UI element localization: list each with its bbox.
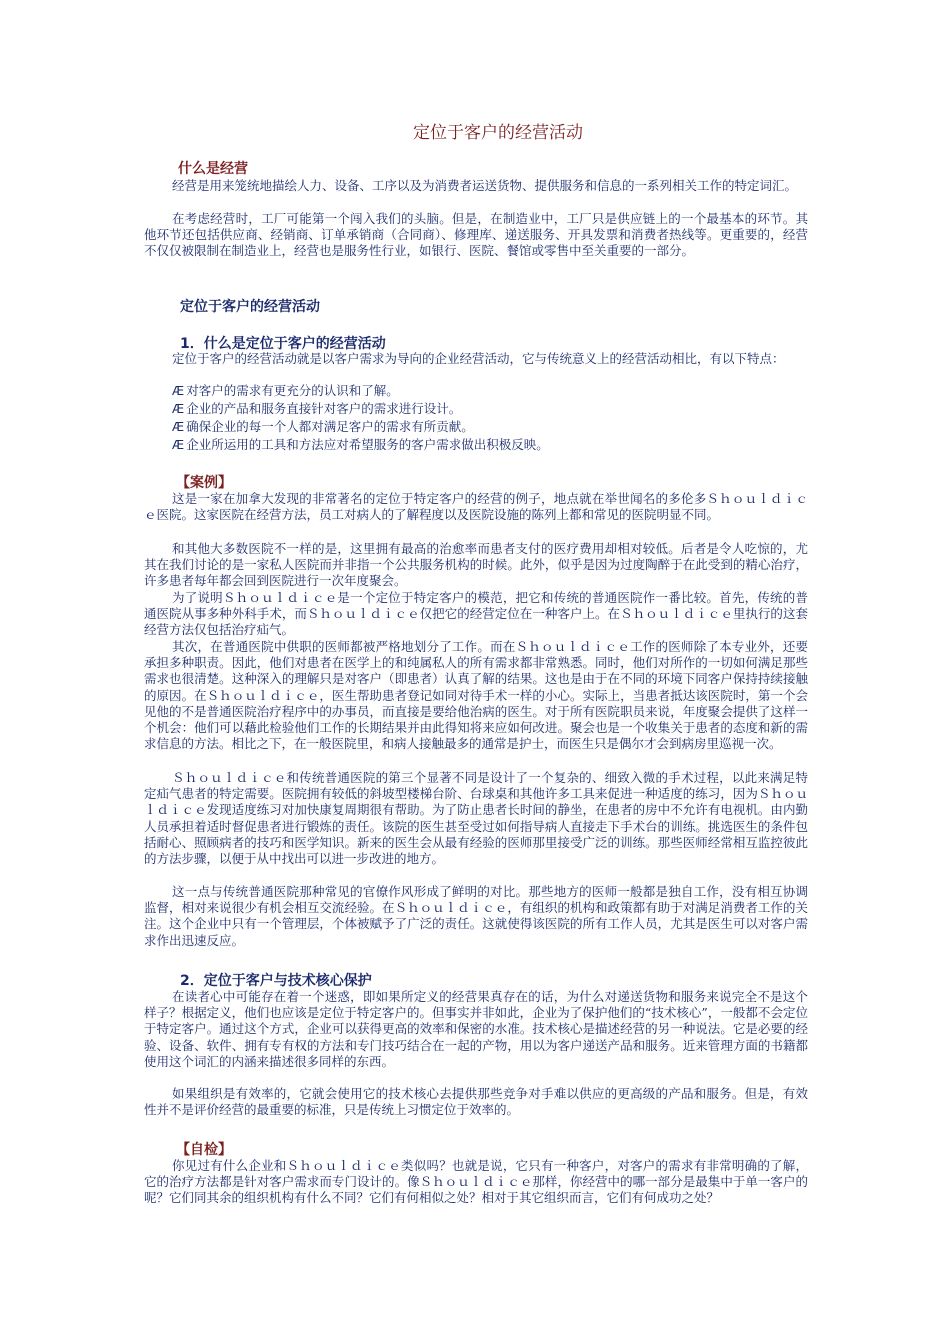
paragraph: 在考虑经营时，工厂可能第一个闯入我们的头脑。但是，在制造业中，工厂只是供应链上的一个最基本的环节。其他环节还包括供应商、经销商、订单承销商（合同商）、修理库、递送服务、开具发票和消费者热线等。更重要的，经营不仅仅被限制在制造业上，经营也是服务性行业，如银行、医院、餐馆或零售中至关重要的一部分。 [144, 211, 808, 259]
paragraph: 在读者心中可能存在着一个迷惑，即如果所定义的经营果真存在的话，为什么对递送货物和服务来说完全不是这个样子？根据定义，他们也应该是定位于特定客户的。但事实并非如此，企业为了保护他们的“技术核心”，一般都不会定位于特定客户。通过这个方式，企业可以获得更高的效率和保密的水准。技术核心是描述经营的另一种说法。它是必要的经验、设备、软件、拥有专有权的方法和专门技巧结合在一起的产物，用以为客户递送产品和服务。近来管理方面的书籍都使用这个词汇的内涵来描述很多同样的东西。 [144, 989, 808, 1069]
list-item [172, 418, 549, 436]
section-heading-what-is-operations: 什么是经营 [178, 161, 248, 177]
bullet-mark: Æ [172, 401, 185, 416]
list-item-text: 确保企业的每一个人都对满足客户的需求有所贡献。 [186, 419, 474, 434]
paragraph: 你见过有什么企业和Ｓｈｏｕｌｄｉｃｅ类似吗？也就是说，它只有一种客户，对客户的需求有非常明确的了解，它的治疗方法都是针对客户需求而专门设计的。像Ｓｈｏｕｌｄｉｃｅ那样，你经营中的哪一部分是最集中于单一客户的呢？它们同其余的组织机构有什么不同？它们有何相似之处？相对于其它组织而言，它们有何成功之处？ [144, 1158, 808, 1206]
paragraph: 这是一家在加拿大发现的非常著名的定位于特定客户的经营的例子，地点就在举世闻名的多伦多Ｓｈｏｕｌｄｉｃｅ医院。这家医院在经营方法，员工对病人的了解程度以及医院设施的陈列上都和常见的医院明显不同。 [144, 491, 808, 523]
self-check-heading: 【自检】 [176, 1142, 232, 1158]
paragraph: Ｓｈｏｕｌｄｉｃｅ和传统普通医院的第三个显著不同是设计了一个复杂的、细致入微的手术过程，以此来满足特定疝气患者的特定需要。医院拥有较低的斜坡型楼梯台阶、台球桌和其他许多工具来促进一种适度的练习，因为Ｓｈｏｕｌｄｉｃｅ发现适度练习对加快康复周期很有帮助。为了防止患者长时间的静坐，在患者的房中不允许有电视机。由内勤人员承担着适时督促患者进行锻炼的责任。该院的医生甚至受过如何指导病人直接走下手术台的训练。挑选医生的条件包括耐心、照顾病者的技巧和医学知识。新来的医生会从最有经验的医师那里接受广泛的训练。那些医师经常相互监控彼此的方法步骤，以便于从中找出可以进一步改进的地方。 [144, 770, 808, 867]
subsection-heading-1: 1．什么是定位于客户的经营活动 [180, 336, 386, 352]
bullet-mark: Æ [172, 437, 185, 452]
list-item [172, 436, 549, 454]
paragraph: 如果组织是有效率的，它就会使用它的技术核心去提供那些竞争对手难以供应的更高级的产品和服务。但是，有效性并不是评价经营的最重要的标准，只是传统上习惯定位于效率的。 [144, 1086, 808, 1118]
list-item-text: 企业所运用的工具和方法应对希望服务的客户需求做出积极反映。 [186, 437, 549, 452]
document-title: 定位于客户的经营活动 [413, 123, 583, 143]
paragraph: 经营是用来笼统地描绘人力、设备、工序以及为消费者运送货物、提供服务和信息的一系列相关工作的特定词汇。 [172, 178, 798, 193]
list-item-text: 对客户的需求有更充分的认识和了解。 [186, 383, 399, 398]
list-item-text: 企业的产品和服务直接针对客户的需求进行设计。 [186, 401, 462, 416]
list-item [172, 382, 549, 400]
paragraph: 和其他大多数医院不一样的是，这里拥有最高的治愈率而患者支付的医疗费用却相对较低。后者是令人吃惊的，尤其在我们讨论的是一家私人医院而并非指一个公共服务机构的时候。此外，似乎是因为过度陶醉于在此受到的精心治疗，许多患者每年都会回到医院进行一次年度聚会。 [144, 541, 808, 589]
section-heading-customer-operations: 定位于客户的经营活动 [180, 299, 320, 315]
list-item [172, 400, 549, 418]
case-heading: 【案例】 [176, 475, 232, 491]
bullet-mark: Æ [172, 419, 185, 434]
paragraph: 定位于客户的经营活动就是以客户需求为导向的企业经营活动，它与传统意义上的经营活动相比，有以下特点： [172, 351, 785, 366]
subsection-heading-2: 2．定位于客户与技术核心保护 [180, 973, 372, 989]
paragraph: 为了说明Ｓｈｏｕｌｄｉｃｅ是一个定位于特定客户的模范，把它和传统的普通医院作一番比较。首先，传统的普通医院从事多种外科手术，而Ｓｈｏｕｌｄｉｃｅ仅把它的经营定位在一种客户上。在Ｓｈｏｕｌｄｉｃｅ里执行的这套经营方法仅包括治疗疝气。 [144, 590, 808, 638]
paragraph: 其次，在普通医院中供职的医师都被严格地划分了工作。而在Ｓｈｏｕｌｄｉｃｅ工作的医师除了本专业外，还要承担多种职责。因此，他们对患者在医学上的和纯属私人的所有需求都非常熟悉。同时，他们对所作的一切如何满足那些需求也很清楚。这种深入的理解只是对客户（即患者）认真了解的结果。这也是由于在不同的环境下同客户保持持续接触的原因。在Ｓｈｏｕｌｄｉｃｅ，医生帮助患者登记如同对待手术一样的小心。实际上，当患者抵达该医院时，第一个会见他的不是普通医院治疗程序中的办事员，而直接是要给他治病的医生。对于所有医院职员来说，年度聚会提供了这样一个机会：他们可以藉此检验他们工作的长期结果并由此得知将来应如何改进。聚会也是一个收集关于患者的态度和新的需求信息的方法。相比之下，在一般医院里，和病人接触最多的通常是护士，而医生只是偶尔才会到病房里巡视一次。 [144, 639, 808, 752]
paragraph: 这一点与传统普通医院那种常见的官僚作风形成了鲜明的对比。那些地方的医师一般都是独自工作，没有相互协调监督，相对来说很少有机会相互交流经验。在Ｓｈｏｕｌｄｉｃｅ，有组织的机构和政策都有助于对满足消费者工作的关注。这个企业中只有一个管理层，个体被赋予了广泛的责任。这就使得该医院的所有工作人员，尤其是医生可以对客户需求作出迅速反应。 [144, 884, 808, 948]
bullet-mark: Æ [172, 383, 185, 398]
feature-list [172, 382, 549, 454]
